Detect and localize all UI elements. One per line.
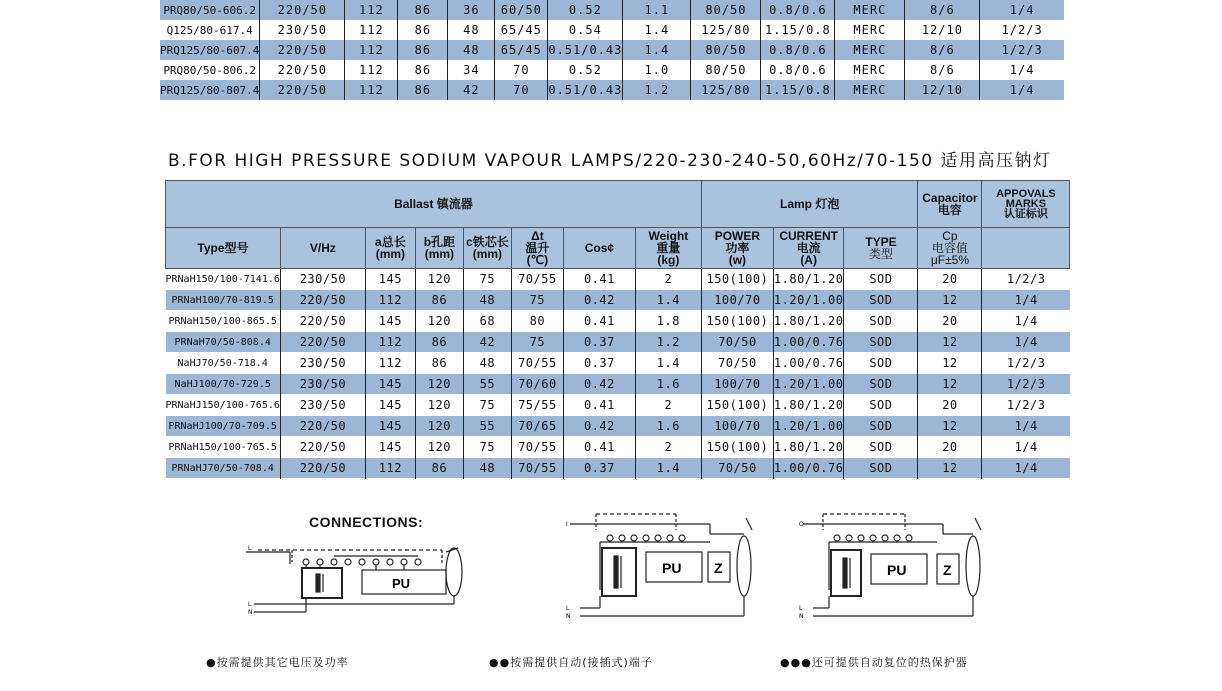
cell-marks: 1/2/3 (980, 40, 1064, 60)
mercury-table-row (160, 40, 1064, 60)
cell-marks: 1/4 (982, 332, 1070, 353)
cell-cos: 0.41 (563, 437, 635, 458)
cell-a: 145 (365, 437, 415, 458)
cell-current: 1.20/1.00 (773, 290, 844, 311)
cell-cp: 20 (918, 311, 982, 332)
cell-c: 36 (448, 0, 495, 20)
cell-type: NaHJ70/50-718.4 (177, 357, 268, 369)
cell-type: PRNaH70/50-808.4 (166, 332, 281, 353)
sodium-table-row (166, 458, 1070, 479)
cell-current: 1.80/1.20 (773, 311, 844, 332)
cell-marks: 1/2/3 (982, 269, 1070, 290)
cell-c: 34 (448, 60, 495, 80)
approvals-header-line3: 认证标识 (1003, 208, 1048, 220)
cell-cp: 8/6 (905, 0, 980, 20)
col-b-header-1: b孔距 (423, 235, 456, 249)
diagram1-term-l: L (248, 545, 252, 552)
cell-type: NaHJ100/70-729.5 (166, 374, 281, 395)
cell-vhz: 220/50 (280, 332, 365, 353)
diagram3-z-label: Z (943, 562, 952, 578)
diagram1-term-ln: L (248, 601, 252, 608)
cell-current: 1.15/0.8 (761, 80, 835, 100)
mercury-table-row (160, 60, 1064, 80)
cell-kg: 1.6 (635, 374, 701, 395)
cell-dt: 70/55 (511, 458, 563, 479)
cell-dt: 75 (511, 332, 563, 353)
cell-current: 1.20/1.00 (773, 416, 844, 437)
cell-current: 1.15/0.8 (761, 20, 835, 40)
cell-dt: 60/50 (495, 0, 548, 20)
cell-vhz: 220/50 (260, 60, 345, 80)
cell-kg: 1.4 (635, 458, 701, 479)
cell-lamp: SOD (844, 458, 918, 479)
cell-a: 112 (365, 458, 415, 479)
connection-diagram-1 (246, 532, 472, 622)
sodium-table-row (166, 437, 1070, 458)
cell-power: 150(100) (701, 269, 773, 290)
col-a-header-1: a总长 (375, 235, 406, 249)
cell-b: 120 (415, 269, 463, 290)
cell-lamp: SOD (844, 332, 918, 353)
cell-vhz: 230/50 (280, 395, 365, 416)
cell-dt: 65/45 (495, 40, 548, 60)
cell-vhz: 220/50 (280, 311, 365, 332)
cell-c: 75 (463, 395, 511, 416)
col-current-header-3: (A) (800, 253, 817, 267)
col-b-header (415, 228, 463, 269)
cell-marks: 1/4 (980, 0, 1064, 20)
cell-cp: 8/6 (905, 40, 980, 60)
cell-cos: 0.54 (548, 20, 623, 40)
cell-marks: 1/4 (982, 437, 1070, 458)
col-dt-header-2: 温升 (525, 241, 550, 255)
cell-a: 112 (345, 60, 398, 80)
cell-power: 100/70 (701, 416, 773, 437)
cell-kg: 1.4 (623, 40, 691, 60)
cell-dt: 70/55 (511, 269, 563, 290)
cell-power: 70/50 (701, 458, 773, 479)
cell-power: 70/50 (701, 353, 773, 374)
cell-vhz: 220/50 (280, 437, 365, 458)
col-c-header-2: (mm) (472, 247, 503, 261)
col-a-header (365, 228, 415, 269)
col-cp-header (918, 228, 982, 269)
cell-current: 1.00/0.76 (773, 353, 844, 374)
diagram3-pu-label: PU (887, 562, 907, 578)
col-current-header-2: 电流 (796, 241, 821, 255)
cell-c: 48 (448, 20, 495, 40)
cell-type: PRQ80/50-806.2 (163, 63, 257, 77)
cell-current: 1.80/1.20 (773, 395, 844, 416)
cell-type: PRQ125/80-607.4 (160, 40, 260, 60)
cell-c: 55 (463, 416, 511, 437)
footnote-3: ●●●还可提供自动复位的热保护器 (780, 656, 968, 669)
cell-a: 112 (345, 40, 398, 60)
cell-cos: 0.42 (563, 374, 635, 395)
mercury-table-row (160, 0, 1064, 20)
col-c-header-1: c铁芯长 (466, 235, 509, 249)
cell-type: PRNaHJ100/70-709.5 (166, 416, 281, 437)
diagram3-term-ln: L (799, 605, 803, 612)
cell-dt: 75/55 (511, 395, 563, 416)
cell-lamp: SOD (844, 353, 918, 374)
cell-c: 42 (463, 332, 511, 353)
cell-cos: 0.41 (563, 269, 635, 290)
cell-cos: 0.37 (563, 353, 635, 374)
cell-power: 80/50 (691, 0, 761, 20)
cell-kg: 1.2 (635, 332, 701, 353)
cell-c: 75 (463, 437, 511, 458)
cell-marks: 1/4 (982, 290, 1070, 311)
cell-b: 120 (415, 416, 463, 437)
cell-lamp: MERC (835, 80, 905, 100)
connection-diagram-3 (793, 510, 993, 622)
cell-kg: 1.8 (635, 311, 701, 332)
diagram2-z-label: Z (714, 560, 723, 576)
cell-power: 100/70 (701, 374, 773, 395)
cell-marks: 1/2/3 (982, 395, 1070, 416)
cell-a: 145 (365, 374, 415, 395)
cell-cp: 12 (918, 332, 982, 353)
cell-kg: 1.4 (635, 290, 701, 311)
mercury-table-row (160, 20, 1064, 40)
cell-current: 1.20/1.00 (773, 374, 844, 395)
diagram3-term-o: O (799, 521, 804, 528)
cell-current: 1.80/1.20 (773, 269, 844, 290)
cell-c: 48 (448, 40, 495, 60)
cell-b: 120 (415, 395, 463, 416)
diagram3-term-n: N (799, 613, 804, 620)
cell-a: 112 (365, 332, 415, 353)
col-b-header-2: (mm) (424, 247, 455, 261)
cell-cos: 0.41 (563, 311, 635, 332)
cell-dt: 70/65 (511, 416, 563, 437)
col-power-header-2: 功率 (725, 241, 750, 255)
cell-lamp: MERC (835, 0, 905, 20)
cell-a: 145 (365, 311, 415, 332)
cell-c: 75 (463, 269, 511, 290)
cell-cp: 12 (918, 353, 982, 374)
cell-lamp: SOD (844, 311, 918, 332)
cell-current: 0.8/0.6 (761, 60, 835, 80)
cell-kg: 2 (635, 269, 701, 290)
cell-dt: 75 (511, 290, 563, 311)
cell-current: 1.80/1.20 (773, 437, 844, 458)
section-b-title: B.FOR HIGH PRESSURE SODIUM VAPOUR LAMPS/220-230-240-50,60Hz/70-150 适用高压钠灯 (168, 151, 1052, 171)
cell-b: 120 (415, 374, 463, 395)
cell-b: 86 (398, 0, 448, 20)
cell-type: PRNaH150/100-865.5 (168, 315, 277, 327)
cell-a: 145 (365, 416, 415, 437)
col-cos-header: Cos¢ (563, 228, 635, 269)
cell-cos: 0.51/0.43 (548, 40, 623, 60)
col-dt-header-3: (℃) (526, 253, 549, 267)
cell-lamp: MERC (835, 20, 905, 40)
cell-cp: 12 (918, 458, 982, 479)
cell-dt: 70 (495, 80, 548, 100)
sodium-table-row (166, 290, 1070, 311)
cell-a: 112 (365, 353, 415, 374)
cell-dt: 70 (495, 60, 548, 80)
sodium-table-row (166, 332, 1070, 353)
cell-a: 145 (365, 395, 415, 416)
col-dt-header (511, 228, 563, 269)
cell-lamp: SOD (844, 416, 918, 437)
cell-kg: 1.4 (623, 20, 691, 40)
diagram2-term-n: N (566, 613, 571, 620)
cell-b: 86 (398, 20, 448, 40)
col-c-header (463, 228, 511, 269)
mercury-lamp-table-continuation (160, 0, 1064, 100)
cell-power: 150(100) (701, 311, 773, 332)
cell-lamp: MERC (835, 60, 905, 80)
cell-cp: 12 (918, 290, 982, 311)
approvals-header-line2: MARKS (1005, 198, 1047, 210)
cell-c: 42 (448, 80, 495, 100)
col-cp-header-3: μF±5% (930, 253, 970, 267)
cell-lamp: SOD (844, 374, 918, 395)
cell-kg: 1.4 (635, 353, 701, 374)
cell-a: 112 (345, 80, 398, 100)
col-dt-header-1: Δt (531, 229, 544, 243)
cell-type: PRQ125/80-807.4 (160, 80, 260, 100)
capacitor-header-en: Capacitor (922, 191, 978, 205)
cell-c: 68 (463, 311, 511, 332)
cell-kg: 1.6 (635, 416, 701, 437)
sodium-table-row (166, 269, 1070, 290)
sodium-table-row (166, 374, 1070, 395)
cell-kg: 1.0 (623, 60, 691, 80)
cell-c: 48 (463, 458, 511, 479)
cell-a: 112 (345, 0, 398, 20)
cell-cp: 12/10 (905, 80, 980, 100)
col-cp-header-2: 电容值 (931, 241, 968, 255)
cell-cos: 0.51/0.43 (548, 80, 623, 100)
col-weight-header-1: Weight (648, 229, 689, 243)
col-current-header-1: CURRENT (779, 229, 838, 243)
cell-lamp: SOD (844, 269, 918, 290)
cell-cos: 0.37 (563, 458, 635, 479)
sodium-table-row (166, 353, 1070, 374)
sodium-table-row (166, 416, 1070, 437)
sodium-table-row (166, 311, 1070, 332)
cell-cp: 8/6 (905, 60, 980, 80)
cell-vhz: 230/50 (280, 374, 365, 395)
cell-vhz: 220/50 (260, 80, 345, 100)
col-weight-header (635, 228, 701, 269)
cell-b: 86 (398, 60, 448, 80)
cell-cos: 0.41 (563, 395, 635, 416)
cell-b: 86 (398, 80, 448, 100)
cell-type: PRNaH150/100-7141.6 (165, 273, 280, 285)
cell-vhz: 220/50 (260, 40, 345, 60)
cell-dt: 65/45 (495, 20, 548, 40)
capacitor-header-cn: 电容 (937, 203, 962, 217)
col-cp-header-1: Cp (942, 229, 958, 243)
cell-power: 150(100) (701, 395, 773, 416)
cell-a: 112 (365, 290, 415, 311)
cell-a: 145 (365, 269, 415, 290)
cell-marks: 1/4 (980, 60, 1064, 80)
cell-lamp: SOD (844, 395, 918, 416)
cell-current: 0.8/0.6 (761, 0, 835, 20)
col-weight-header-3: (kg) (657, 253, 680, 267)
cell-type: PRNaH100/70-819.5 (166, 290, 281, 311)
cell-marks: 1/4 (982, 458, 1070, 479)
cell-type: PRQ80/50-606.2 (160, 0, 260, 20)
cell-dt: 70/55 (511, 437, 563, 458)
cell-b: 120 (415, 311, 463, 332)
cell-marks: 1/2/3 (980, 20, 1064, 40)
cell-dt: 80 (511, 311, 563, 332)
col-lamp-type-header (844, 228, 918, 269)
diagram2-term-ln: L (566, 605, 570, 612)
cell-lamp: SOD (844, 437, 918, 458)
connection-diagram-2 (560, 510, 760, 622)
cell-current: 1.00/0.76 (773, 458, 844, 479)
cell-power: 100/70 (701, 290, 773, 311)
cell-marks: 1/2/3 (982, 374, 1070, 395)
col-lamp-type-header-2: 类型 (868, 247, 893, 261)
cell-power: 80/50 (691, 60, 761, 80)
cell-lamp: MERC (835, 40, 905, 60)
cell-b: 86 (415, 332, 463, 353)
col-marks-header (982, 228, 1070, 269)
cell-cos: 0.42 (563, 416, 635, 437)
cell-b: 86 (415, 353, 463, 374)
cell-cos: 0.52 (548, 60, 623, 80)
cell-cp: 12 (918, 374, 982, 395)
cell-c: 55 (463, 374, 511, 395)
cell-marks: 1/4 (980, 80, 1064, 100)
capacitor-header (918, 181, 982, 228)
cell-type: PRNaHJ150/100-765.6 (165, 399, 280, 411)
connections-title: CONNECTIONS: (309, 514, 424, 530)
cell-power: 150(100) (701, 437, 773, 458)
cell-kg: 1.1 (623, 0, 691, 20)
col-lamp-type-header-1: TYPE (865, 235, 897, 249)
cell-vhz: 220/50 (280, 290, 365, 311)
ballast-group-header: Ballast 镇流器 (166, 181, 702, 228)
cell-kg: 2 (635, 395, 701, 416)
col-current-header (773, 228, 844, 269)
diagram2-term-i: I (566, 521, 568, 528)
cell-dt: 70/60 (511, 374, 563, 395)
diagram1-pu-label: PU (392, 576, 411, 591)
cell-power: 125/80 (691, 20, 761, 40)
cell-marks: 1/4 (982, 311, 1070, 332)
col-vhz-header: V/Hz (280, 228, 365, 269)
cell-power: 80/50 (691, 40, 761, 60)
cell-kg: 2 (635, 437, 701, 458)
cell-cp: 12/10 (905, 20, 980, 40)
cell-vhz: 230/50 (260, 20, 345, 40)
sodium-lamp-ballast-table (165, 180, 1070, 479)
col-type-header: Type型号 (166, 228, 281, 269)
cell-a: 112 (345, 20, 398, 40)
cell-dt: 70/55 (511, 353, 563, 374)
cell-c: 48 (463, 290, 511, 311)
cell-cos: 0.52 (548, 0, 623, 20)
cell-lamp: SOD (844, 290, 918, 311)
approvals-header-line1: APPOVALS (996, 188, 1056, 200)
cell-vhz: 220/50 (260, 0, 345, 20)
lamp-group-header: Lamp 灯泡 (701, 181, 918, 228)
mercury-table-row (160, 80, 1064, 100)
cell-power: 125/80 (691, 80, 761, 100)
cell-cp: 12 (918, 416, 982, 437)
cell-c: 48 (463, 353, 511, 374)
col-weight-header-2: 重量 (656, 241, 681, 255)
cell-b: 86 (415, 290, 463, 311)
sodium-table-row (166, 395, 1070, 416)
diagram2-pu-label: PU (662, 560, 682, 576)
cell-vhz: 230/50 (280, 269, 365, 290)
cell-vhz: 220/50 (280, 416, 365, 437)
approvals-header (982, 181, 1070, 228)
cell-vhz: 220/50 (280, 458, 365, 479)
footnote-1: ●按需提供其它电压及功率 (206, 656, 349, 669)
cell-cos: 0.42 (563, 290, 635, 311)
diagram1-term-n: N (248, 609, 253, 616)
col-power-header (701, 228, 773, 269)
cell-power: 70/50 (701, 332, 773, 353)
cell-marks: 1/2/3 (982, 353, 1070, 374)
cell-type: Q125/80-617.4 (166, 23, 253, 37)
cell-current: 1.00/0.76 (773, 332, 844, 353)
cell-cp: 20 (918, 395, 982, 416)
cell-b: 86 (415, 458, 463, 479)
cell-marks: 1/4 (982, 416, 1070, 437)
cell-cos: 0.37 (563, 332, 635, 353)
cell-type: PRNaH150/100-765.5 (168, 441, 277, 453)
cell-kg: 1.2 (623, 80, 691, 100)
cell-cp: 20 (918, 437, 982, 458)
footnote-2: ●●按需提供自动(接插式)端子 (489, 656, 653, 669)
cell-b: 86 (398, 40, 448, 60)
col-power-header-1: POWER (714, 229, 761, 243)
cell-b: 120 (415, 437, 463, 458)
cell-cp: 20 (918, 269, 982, 290)
cell-type: PRNaHJ70/50-708.4 (166, 458, 281, 479)
col-power-header-3: (w) (728, 253, 747, 267)
col-a-header-2: (mm) (375, 247, 406, 261)
cell-vhz: 230/50 (280, 353, 365, 374)
cell-current: 0.8/0.6 (761, 40, 835, 60)
